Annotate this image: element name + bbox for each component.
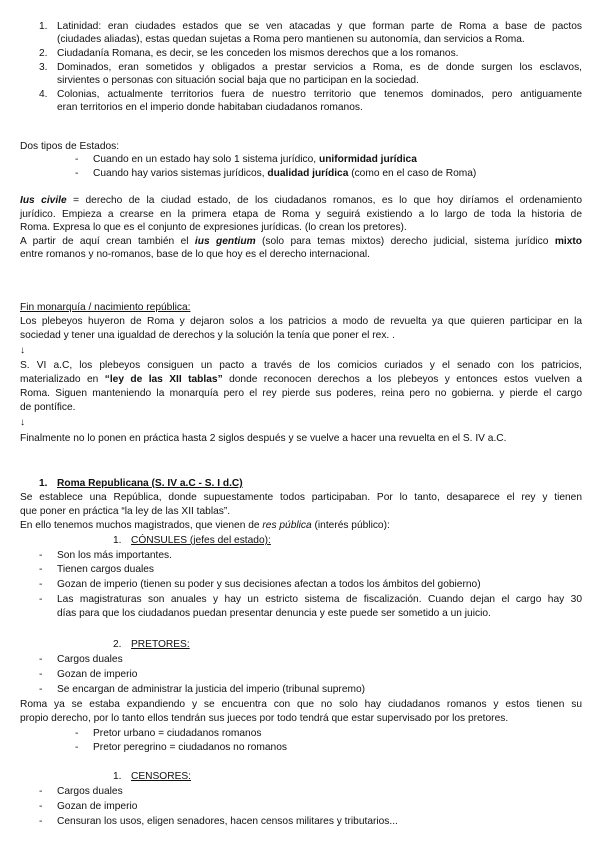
paragraph-line: Roma. Expresa lo que es el conjunto de expresiones jurídicas. (lo crean los pretores). — [20, 222, 407, 233]
list-item-text: Colonias, actualmente territorios fuera de nuestro territorio que tenemos dominados, pero antiguamente — [57, 89, 582, 100]
list-item: Se encargan de administrar la justicia del imperio (tribunal supremo) — [57, 684, 366, 695]
subsection-heading: PRETORES: — [131, 639, 190, 650]
paragraph-line: jurídico. Empieza a crearse en la primera etapa de Roma y seguirá existiendo a lo largo de toda la historia de — [20, 209, 582, 220]
dash: - — [39, 801, 43, 812]
bullet-text: Cuando hay varios sistemas jurídicos, dualidad jurídica (como en el caso de Roma) — [93, 168, 477, 179]
list-item-text: (ciudades aliadas), estas quedan sujetas a Roma pero mantienen su autonomía, dan servicios a Roma. — [57, 34, 525, 45]
paragraph-line: Se establece una República, donde supuestamente todos participaban. Por lo tanto, desaparece el rey y tienen — [20, 492, 582, 503]
list-item: Cargos duales — [57, 786, 123, 797]
list-item-text: Dominados, eran sometidos y obligados a prestar servicios a Roma, es de donde surgen los esclavos, — [57, 62, 582, 73]
list-item: Son los más importantes. — [57, 550, 172, 561]
subsection-heading: CENSORES: — [131, 771, 192, 782]
dash: - — [39, 594, 43, 605]
dash: - — [75, 168, 79, 179]
paragraph-line: Los plebeyos huyeron de Roma y dejaron solos a los patricios a modo de revuelta ya que quieren participar en la — [20, 316, 582, 327]
subsection-heading: CÓNSULES (jefes del estado): — [131, 535, 271, 546]
list-item: Tienen cargos duales — [57, 564, 155, 575]
list-item: Las magistraturas son anuales y hay un estricto sistema de fiscalización. Cuando dejan el cargo hay 30 — [57, 594, 582, 605]
paragraph-line: Roma ya se estaba expandiendo y se encuentra con que no solo hay ciudadanos romanos y estos tienen su — [20, 699, 582, 710]
dash: - — [39, 816, 43, 827]
bullet-text: Cuando en un estado hay solo 1 sistema jurídico, uniformidad jurídica — [93, 154, 417, 165]
dash: - — [75, 154, 79, 165]
list-item-text: Ciudadanía Romana, es decir, se les conceden los mismos derechos que a los romanos. — [57, 48, 459, 59]
dash: - — [39, 579, 43, 590]
paragraph-line: A partir de aquí crean también el ius gentium (solo para temas mixtos) derecho judicial, sistema jurídico mixto — [20, 236, 582, 247]
dash: - — [75, 742, 79, 753]
dash: - — [39, 564, 43, 575]
paragraph-line: S. VI a.C, los plebeyos consiguen un pacto a través de los comicios curiados y el senado con los patricios, — [20, 360, 582, 371]
section-heading: Roma Republicana (S. IV a.C - S. I d.C) — [57, 478, 243, 489]
list-item-text: Latinidad: eran ciudades estados que se ven atacadas y que forman parte de Roma a base de pactos — [57, 21, 582, 32]
arrow-down-icon: ↓ — [20, 417, 26, 428]
list-item: Gozan de imperio (tienen su poder y sus decisiones afectan a todos los ámbitos del gobierno) — [57, 579, 481, 590]
list-item-text: eran territorios en el imperio donde habitaban ciudadanos romanos. — [57, 102, 363, 113]
paragraph-line: Ius civile = derecho de la ciudad estado, de los ciudadanos romanos, es lo que hoy diríamos el ordenamiento — [20, 195, 582, 206]
list-item: días para que los ciudadanos puedan presentar denuncia y este puede ser sometido a un juicio. — [57, 608, 491, 619]
list-number: 4. — [39, 89, 48, 100]
section-number: 1. — [39, 478, 48, 489]
dash: - — [75, 728, 79, 739]
subsection-number: 2. — [113, 639, 122, 650]
paragraph-line: que poner en práctica “la ley de las XII tablas”. — [20, 506, 231, 517]
paragraph-line: En ello tenemos muchos magistrados, que vienen de res pública (interés público): — [20, 520, 390, 531]
arrow-down-icon: ↓ — [20, 345, 26, 356]
section-heading: Dos tipos de Estados: — [20, 141, 120, 152]
list-item: Censuran los usos, eligen senadores, hacen censos militares y tributarios... — [57, 816, 398, 827]
paragraph-line: Roma. Siguen manteniendo la monarquía pero el rey pierde sus poderes, reina pero no gobierna. y pierde el cargo — [20, 388, 582, 399]
list-number: 3. — [39, 62, 48, 73]
subsection-number: 1. — [113, 535, 122, 546]
list-number: 1. — [39, 21, 48, 32]
list-number: 2. — [39, 48, 48, 59]
paragraph-line: materializado en “ley de las XII tablas” donde reconocen derechos a los plebeyos y entonces estos vuelven a — [20, 374, 582, 385]
paragraph-line: propio derecho, por lo tanto ellos tendrán sus jueces por todo tendrá que estar supervisado por los pretores. — [20, 713, 509, 724]
subsection-number: 1. — [113, 771, 122, 782]
sub-list-item: Pretor peregrino = ciudadanos no romanos — [93, 742, 287, 753]
dash: - — [39, 550, 43, 561]
paragraph-line: de pontífice. — [20, 402, 76, 413]
section-heading: Fin monarquía / nacimiento república: — [20, 302, 191, 313]
dash: - — [39, 684, 43, 695]
paragraph-line: Finalmente no lo ponen en práctica hasta 2 siglos después y se vuelve a hacer una revuelta en el S. IV a.C. — [20, 433, 507, 444]
dash: - — [39, 654, 43, 665]
list-item: Gozan de imperio — [57, 669, 138, 680]
paragraph-line: entre romanos y no-romanos, base de lo que hoy es el derecho internacional. — [20, 249, 370, 260]
list-item: Gozan de imperio — [57, 801, 138, 812]
list-item: Cargos duales — [57, 654, 123, 665]
paragraph-line: sociedad y tener una igualdad de derechos y la solución la tenía que poner el rex. . — [20, 330, 395, 341]
dash: - — [39, 669, 43, 680]
dash: - — [39, 786, 43, 797]
sub-list-item: Pretor urbano = ciudadanos romanos — [93, 728, 262, 739]
list-item-text: sirvientes o personas con situación social baja que no participan en la sociedad. — [57, 75, 419, 86]
